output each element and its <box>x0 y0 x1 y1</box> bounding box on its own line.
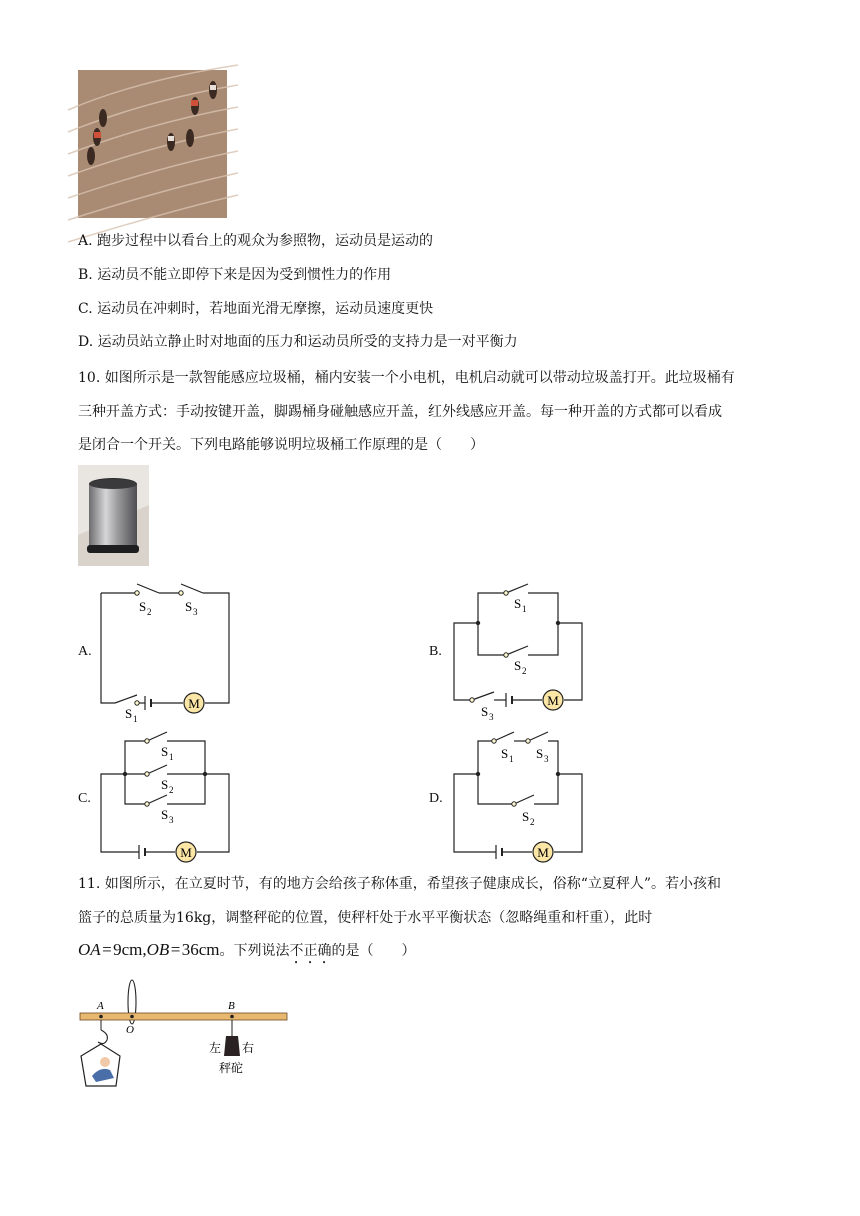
svg-text:2: 2 <box>522 666 527 676</box>
q10-stem-line3: 是闭合一个开关。下列电路能够说明垃圾桶工作原理的是（ ） <box>78 437 484 453</box>
q10-stem-line2: 三种开盖方式：手动按键开盖，脚踢桶身碰触感应开盖，红外线感应开盖。每一种开盖的方式都可以看成 <box>78 404 722 420</box>
q11-stem-line2: 篮子的总质量为16kg，调整秤砣的位置，使秤杆处于水平平衡状态（忽略绳重和杆重），此时 <box>78 910 653 926</box>
svg-text:3: 3 <box>489 712 494 722</box>
emphasis-not-correct: 不正确 <box>289 943 332 959</box>
svg-text:3: 3 <box>193 607 198 617</box>
circuit-c-diagram <box>95 728 240 863</box>
svg-text:M: M <box>547 693 559 708</box>
svg-text:1: 1 <box>509 754 514 764</box>
svg-text:B: B <box>228 1000 235 1012</box>
q10-choice-a-label: A. <box>78 644 92 659</box>
svg-text:S: S <box>161 807 169 822</box>
svg-text:S: S <box>161 777 169 792</box>
svg-text:S: S <box>514 596 522 611</box>
svg-text:S: S <box>481 704 489 719</box>
q9-option-b: B. 运动员不能立即停下来是因为受到惯性力的作用 <box>78 267 392 283</box>
svg-text:2: 2 <box>169 785 174 795</box>
q9-option-d: D. 运动员站立静止时对地面的压力和运动员所受的支持力是一对平衡力 <box>78 334 518 350</box>
svg-text:左: 左 <box>209 1041 222 1055</box>
svg-text:3: 3 <box>169 815 174 825</box>
svg-text:右: 右 <box>242 1041 255 1055</box>
svg-text:S: S <box>514 658 522 673</box>
svg-text:秤砣: 秤砣 <box>219 1061 244 1075</box>
runners-photo <box>78 70 227 218</box>
svg-text:S: S <box>501 746 509 761</box>
q9-option-c: C. 运动员在冲刺时，若地面光滑无摩擦，运动员速度更快 <box>78 301 434 317</box>
svg-text:S: S <box>536 746 544 761</box>
svg-text:M: M <box>537 845 549 860</box>
steelyard-diagram <box>74 978 294 1094</box>
svg-text:S: S <box>125 706 133 721</box>
circuit-d-diagram <box>448 728 593 868</box>
q11-stem-line3: OA = 9cm,OB = 36cm。下列说法不正确的是（ ） <box>78 940 416 959</box>
q10-stem-line1: 10. 如图所示是一款智能感应垃圾桶，桶内安装一个小电机，电机启动就可以带动垃圾盖打开。此垃圾桶有 <box>78 370 735 386</box>
circuit-a-diagram <box>95 578 240 724</box>
svg-text:1: 1 <box>169 752 174 762</box>
svg-text:S: S <box>522 809 530 824</box>
svg-text:2: 2 <box>147 607 152 617</box>
formula: OA = 9cm,OB = 36cm <box>78 940 220 959</box>
svg-text:A: A <box>97 1000 104 1012</box>
q9-option-a: A. 跑步过程中以看台上的观众为参照物，运动员是运动的 <box>78 233 434 249</box>
q11-stem-line1: 11. 如图所示，在立夏时节，有的地方会给孩子称体重，希望孩子健康成长，俗称“立夏秤人”。若小孩和 <box>78 876 722 892</box>
q10-choice-d-label: D. <box>429 791 443 806</box>
trash-can-photo <box>78 465 149 566</box>
svg-text:M: M <box>180 845 192 860</box>
svg-text:S: S <box>185 599 193 614</box>
svg-text:2: 2 <box>530 817 535 827</box>
svg-text:3: 3 <box>544 754 549 764</box>
svg-text:O: O <box>126 1024 134 1036</box>
svg-text:S: S <box>139 599 147 614</box>
motor-label: M <box>188 696 200 711</box>
svg-text:S: S <box>161 744 169 759</box>
q10-choice-b-label: B. <box>429 644 442 659</box>
svg-text:1: 1 <box>133 714 138 724</box>
svg-text:1: 1 <box>522 604 527 614</box>
circuit-b-diagram <box>448 578 593 726</box>
q10-choice-c-label: C. <box>78 791 91 806</box>
